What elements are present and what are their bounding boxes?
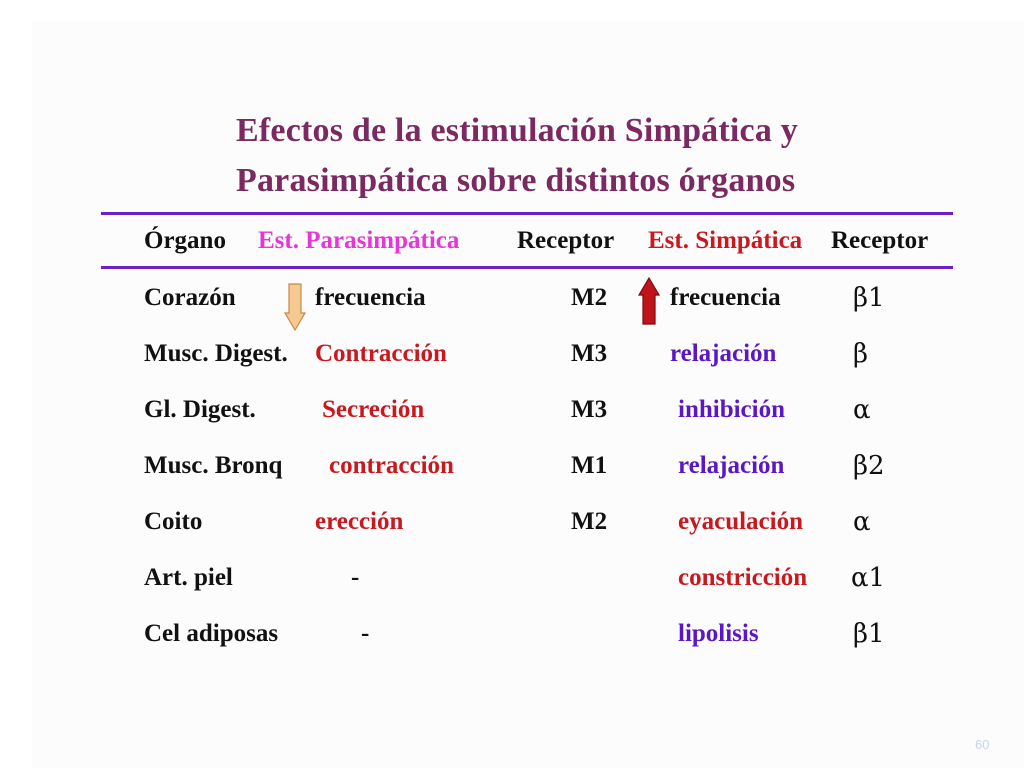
page-number: 60 [975, 737, 990, 752]
slide-title [236, 106, 936, 206]
header-est-simpatica: Est. Simpática [648, 227, 803, 254]
header-organo: Órgano [144, 227, 226, 254]
up-arrow-icon [638, 277, 660, 325]
row-2-receptor-para: M3 [571, 340, 608, 367]
down-arrow-icon [284, 283, 306, 331]
row-7-simp: lipolisis [678, 620, 759, 647]
row-4-para: contracción [329, 452, 454, 479]
row-5-receptor-simp: α [853, 507, 871, 537]
row-2-organo: Musc. Digest. [144, 340, 288, 367]
row-3-receptor-simp: α [853, 395, 871, 425]
row-1-organo: Corazón [144, 284, 236, 311]
row-5-receptor-para: M2 [571, 508, 608, 535]
row-6-simp: constricción [678, 564, 808, 591]
title-line-1: Efectos de la estimulación Simpática y [236, 112, 798, 149]
row-7-receptor-simp: β1 [853, 619, 885, 649]
title-line-2: Parasimpática sobre distintos órganos [236, 162, 796, 199]
row-1-receptor-para: M2 [571, 284, 608, 311]
row-1-para: frecuencia [315, 284, 426, 311]
row-5-para: erección [315, 508, 404, 535]
row-3-simp: inhibición [678, 396, 785, 423]
row-2-receptor-simp: β [853, 339, 869, 369]
header-receptor-parasimpatica: Receptor [517, 227, 615, 254]
header-receptor-simpatica: Receptor [831, 227, 929, 254]
row-4-receptor-simp: β2 [853, 451, 885, 481]
row-5-simp: eyaculación [678, 508, 803, 535]
row-7-organo: Cel adiposas [144, 620, 279, 647]
row-4-receptor-para: M1 [571, 452, 608, 479]
row-2-para: Contracción [315, 340, 447, 367]
row-6-organo: Art. piel [144, 564, 233, 591]
row-1-simp: frecuencia [670, 284, 781, 311]
header-top-rule [101, 212, 953, 215]
row-1-receptor-simp: β1 [853, 283, 885, 313]
row-6-para: - [351, 564, 360, 591]
row-5-organo: Coito [144, 508, 203, 535]
row-4-simp: relajación [678, 452, 785, 479]
row-2-simp: relajación [670, 340, 777, 367]
row-6-receptor-simp: α1 [851, 563, 886, 593]
row-7-para: - [361, 620, 370, 647]
header-bottom-rule [101, 266, 953, 269]
row-3-para: Secreción [322, 396, 425, 423]
row-3-receptor-para: M3 [571, 396, 608, 423]
row-3-organo: Gl. Digest. [144, 396, 256, 423]
row-4-organo: Musc. Bronq [144, 452, 283, 479]
header-est-parasimpatica: Est. Parasimpática [258, 227, 460, 254]
